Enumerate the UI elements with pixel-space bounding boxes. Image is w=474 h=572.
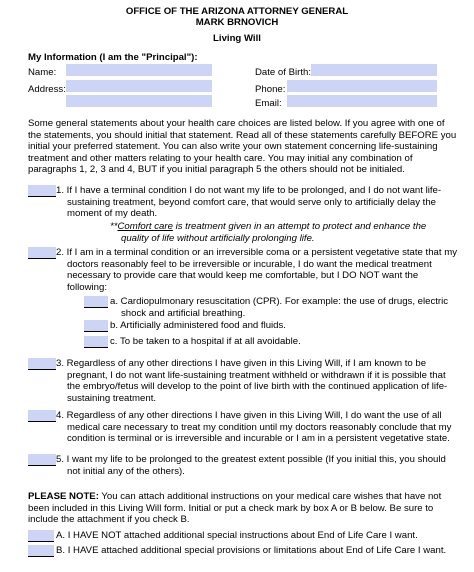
email-field[interactable] (287, 95, 437, 107)
address-label: Address: (28, 84, 66, 95)
address-field-line1[interactable] (66, 80, 212, 92)
address-field-line2[interactable] (66, 95, 212, 107)
statement-3: 3. Regardless of any other directions I have given in this Living Will, if I am known to be pregnant, I do not want life-sustaining treatment withheld or withdrawn if it is possible that the embryo/fetus will develop to the point of live birth with the continued application of life- sustaining treatment. (56, 358, 448, 404)
comfort-care-note: **Comfort care is treatment given in an attempt to protect and enhance the quality of life without artificially prolonging life. (110, 221, 427, 244)
initial-blank-option-b[interactable] (28, 545, 54, 557)
statement-1: 1. If I have a terminal condition I do not want my life to be prolonged, and I do not want life- sustaining treatment, beyond comfort care, that would serve only to artificially delay the moment of my death. (56, 185, 442, 220)
statement-5: 5. I want my life to be prolonged to the greatest extent possible (If you initial this, you should not initial any of the others). (56, 454, 446, 477)
initial-blank-option-a[interactable] (28, 530, 54, 542)
info-heading: My Information (I am the "Principal"): (28, 52, 198, 63)
statement-4: 4. Regardless of any other directions I have given in this Living Will, I do want the use of all medical care necessary to treat my condition until my doctors reasonably conclude that my condition is terminal or is irreversible and incurable or I am in a persistent vegetative state. (56, 410, 452, 445)
phone-label: Phone: (255, 84, 286, 95)
option-a: A. I HAVE NOT attached additional special instructions about End of Life Care I want. (56, 530, 418, 541)
initial-blank-2b[interactable] (84, 320, 108, 332)
office-title: OFFICE OF THE ARIZONA ATTORNEY GENERAL (125, 6, 349, 17)
statement-2c: c. To be taken to a hospital if at all avoidable. (110, 336, 301, 347)
initial-blank-3[interactable] (28, 358, 56, 370)
email-label: Email: (255, 98, 282, 109)
dob-label: Date of Birth: (255, 67, 311, 78)
initial-blank-4[interactable] (28, 410, 56, 422)
initial-blank-5[interactable] (28, 454, 56, 466)
phone-field[interactable] (287, 80, 437, 92)
statement-2: 2. If I am in a terminal condition or an irreversible coma or a persistent vegetative state that my doctors reasonably feel to be irreversible or incurable, I do want the medical treatment necessary to provide care that would keep me comfortable, but I DO NOT want the following: (56, 247, 457, 293)
please-note: PLEASE NOTE: You can attach additional instructions on your medical care wishes that have not been included in this Living Will form. Initial or put a check mark by box A or B below. Be sure to include the attachment if you check B. (28, 491, 442, 526)
initial-blank-1[interactable] (28, 185, 56, 197)
attorney-name: MARK BRNOVICH (195, 17, 279, 28)
intro-paragraph: Some general statements about your health care choices are listed below. If you agree with one of the statements, you should initial that statement. Read all of these statements carefully BEFORE you initial your preferred statement. You can also write your own statement concerning life-sustaining treatment and other matters relating to your health care. You may initial any combination of paragraphs 1, 2, 3 and 4, BUT if you initial paragraph 5 the others should not be initialed. (28, 118, 457, 176)
name-field[interactable] (66, 64, 212, 76)
statement-2b: b. Artificially administered food and fluids. (110, 320, 286, 331)
initial-blank-2c[interactable] (84, 336, 108, 348)
option-b: B. I HAVE attached additional special provisions or limitations about End of Life Care I want. (56, 545, 447, 556)
initial-blank-2[interactable] (28, 247, 56, 259)
statement-2a: a. Cardiopulmonary resuscitation (CPR). For example: the use of drugs, electric shock and artificial breathing. (110, 296, 449, 319)
document-title: Living Will (213, 33, 261, 44)
initial-blank-2a[interactable] (84, 296, 108, 308)
dob-field[interactable] (311, 64, 437, 76)
name-label: Name: (28, 67, 57, 78)
